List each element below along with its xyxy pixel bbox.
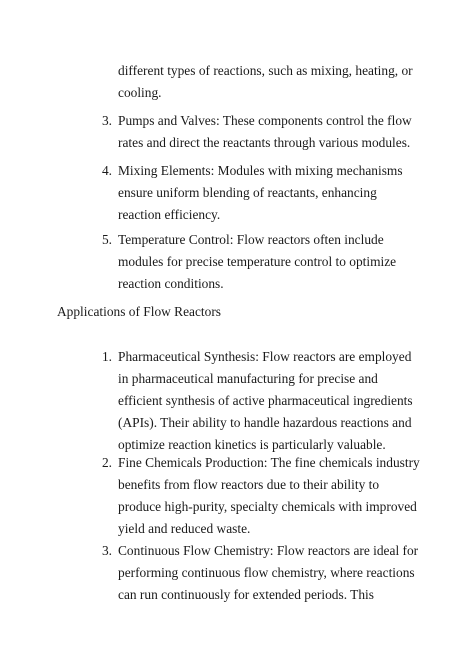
- list-item-text: different types of reactions, such as mixing, heating, or cooling.: [118, 63, 413, 100]
- list-item-text: Fine Chemicals Production: The fine chemicals industry benefits from flow reactors due to their ability to produce high-purity, specialty chemicals with improved yield and reduced waste.: [118, 455, 420, 536]
- list-item-text: Pharmaceutical Synthesis: Flow reactors are employed in pharmaceutical manufacturing for precise and efficient synthesis of active pharmaceutical ingredients (APIs). Their ability to handle hazardous reactions and optimize reaction kinetics is particularly valuable.: [118, 349, 413, 452]
- list-item-text: Temperature Control: Flow reactors often include modules for precise temperature control to optimize reaction conditions.: [118, 232, 397, 291]
- list-item-number: 3.: [101, 113, 112, 128]
- list-item-text: Mixing Elements: Modules with mixing mechanisms ensure uniform blending of reactants, enhancing reaction efficiency.: [118, 163, 403, 222]
- list-item-number: 5.: [101, 232, 112, 247]
- section-heading: Applications of Flow Reactors: [57, 304, 222, 319]
- list-item-text: Pumps and Valves: These components control the flow rates and direct the reactants through various modules.: [118, 113, 412, 150]
- list-item-number: 2.: [101, 455, 112, 470]
- list-item-text: Continuous Flow Chemistry: Flow reactors are ideal for performing continuous flow chemistry, where reactions can run continuously for extended periods. This: [118, 543, 419, 602]
- list-item-number: 1.: [101, 349, 112, 364]
- list-item-number: 3.: [101, 543, 112, 558]
- list-item-number: 4.: [101, 163, 112, 178]
